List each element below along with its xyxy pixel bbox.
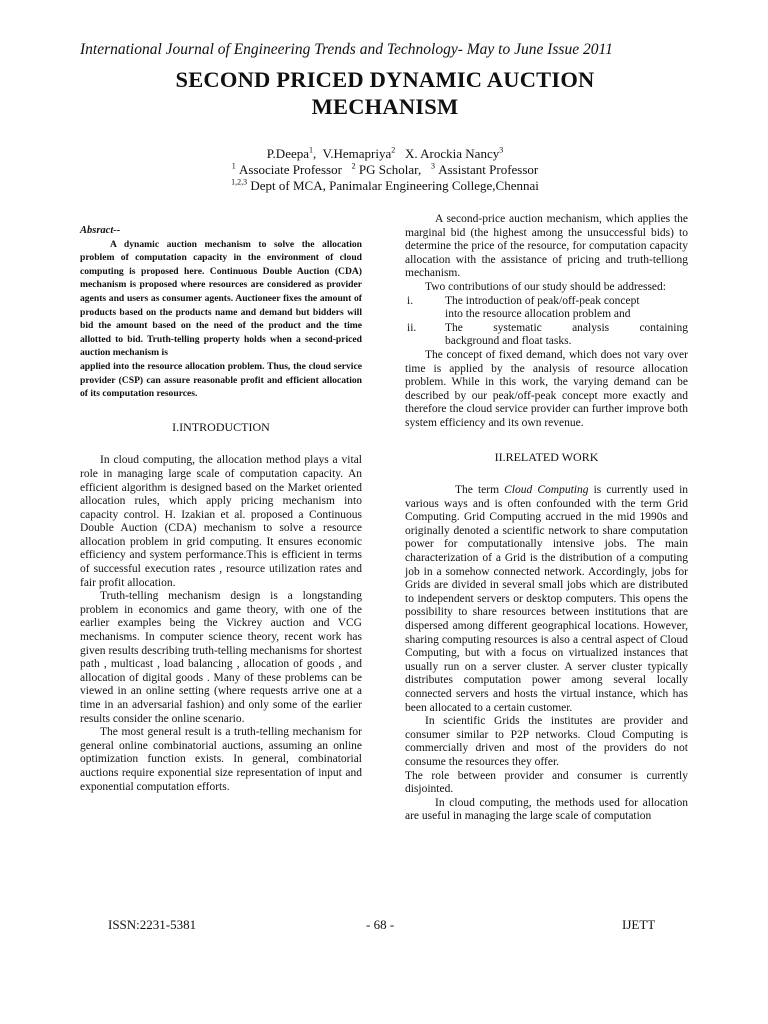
related-paragraph-4: In cloud computing, the methods used for allocation are useful in managing the large scale of computation	[405, 796, 688, 823]
right-column	[405, 213, 688, 824]
footer-journal-abbr: IJETT	[622, 917, 656, 932]
author-block	[80, 146, 690, 194]
footer-issn: ISSN:2231-5381	[108, 917, 197, 932]
footer-page-number: - 68 -	[366, 917, 395, 932]
author-roles: $^1$ Associate Professor $^2$ PG Scholar, $^3$ Assistant Professor	[231, 161, 539, 177]
paper-title-line-2: MECHANISM	[311, 94, 459, 119]
abstract-text: A dynamic auction mechanism to solve the allocation problem of computation capacity in the environment of cloud computing is proposed here. Continuous Double Auction (CDA) mechanism is proposed where resources are considered as provider agents and users as consumer agents. Auctioneer fixes the amount of products based on the products name and demand but bidders will bid the amount based on the need of the product and the time allotted to bid. Truth-telling property holds when a second-priced auction mechanism is applied into the resource allocation problem. Thus, the cloud service provider (CSP) can assure reasonable profit and efficient allocation of its computation resources.	[80, 238, 362, 400]
intro-paragraph-1: In cloud computing, the allocation method plays a vital role in managing large scale of computation capacity. An efficient algorithm is designed based on the Market oriented allocation rules, which apply pricing mechanism into capacity control. H. Izakian et al. proposed a Continuous Double Auction (CDA) mechanism to solve a resource allocation problem in grid computing. It ensures economic efficiency and system performance.This is efficient in terms of successful execution rates , resource utilization rates and fair profit allocation.	[80, 454, 362, 589]
author-affiliation: $^{1,2,3}$ Dept of MCA, Panimalar Engineering College,Chennai	[231, 177, 539, 193]
related-paragraph-3: The role between provider and consumer is currently disjointed.	[405, 769, 688, 796]
related-work-heading: II.RELATED WORK	[494, 449, 599, 464]
introduction-heading: I.INTRODUCTION	[172, 419, 270, 434]
right-paragraph-1: A second-price auction mechanism, which applies the marginal bid (the highest among the unsuccessful bids) to determine the price of the resource, for computation capacity allocation with the assistance of pricing and truth-telliong mechanism.	[405, 213, 688, 280]
left-column	[80, 224, 362, 794]
right-paragraph-3: The concept of fixed demand, which does not vary over time is applied by the analysis of resource allocation problem. While in this work, the varying demand can be described by our peak/off-peak concept more exactly and therefore the cloud service provider can further improve both system efficiency and its own revenue.	[405, 348, 688, 429]
related-paragraph-2: In scientific Grids the institutes are provider and consumer similar to P2P networks. Cloud Computing is commercially driven and most of the providers do not consume the resources they offer.	[405, 715, 688, 768]
author-2: V.Hemapriya	[322, 146, 392, 161]
contributions-intro: Two contributions of our study should be addressed:	[425, 280, 666, 293]
author-names: P.Deepa$^1$, V.Hemapriya$^2$ X. Arockia Nancy$^3$	[266, 145, 504, 161]
intro-paragraph-3: The most general result is a truth-telling mechanism for general online combinatorial auctions, assuming an online optimization function exists. In general, combinatorial auctions require exponential size representation of input and exponential computation efforts.	[80, 726, 362, 793]
list-item: i. The introduction of peak/off-peak concept into the resource allocation problem and	[407, 294, 640, 321]
author-1: P.Deepa	[266, 146, 310, 161]
related-paragraph-1: The term Cloud Computing is currently used in various ways and is often confounded with the term Grid Computing. Grid Computing accrued in the mid 1990s and originally denoted a scientific network to share computation power for computationally intensive jobs. The main characterization of a Grid is the distribution of a computing job in a somehow connected network. Accordingly, jobs for Grids are divided in several small jobs which are distributed to independent servers or desktop computers. This opens the possibility to share resources between institutions that are dispersed among different geographical locations. However, sharing computing resources is also a central aspect of Cloud Computing, but with a focus on virtualized instances that usually run on a server cluster. A server cluster typically distributes computation power among several locally connected servers and hosts the virtual instance, which has been allocated to a certain customer.	[405, 484, 689, 714]
author-3: X. Arockia Nancy	[405, 146, 500, 161]
abstract-heading: Absract--	[80, 225, 121, 236]
journal-header: International Journal of Engineering Trends and Technology- May to June Issue 2011	[80, 41, 613, 58]
intro-paragraph-2: Truth-telling mechanism design is a longstanding problem in economics and game theory, with one of the earlier examples being the Vickrey auction and VCG mechanisms. In computer science theory, recent work has given results describing truth-telling mechanisms for shortest path , multicast , load balancing , allocation of goods , and allocation of digital goods . Many of these problems can be viewed in an online setting (where requests arrive one at a time in an adversarial fashion) and only some of the earlier results consider the online scenario.	[80, 590, 362, 725]
paper-title-line-1: SECOND PRICED DYNAMIC AUCTION	[175, 67, 595, 92]
list-item: ii. The systematic analysis containing background and float tasks.	[407, 321, 688, 348]
contributions-list	[405, 295, 688, 349]
